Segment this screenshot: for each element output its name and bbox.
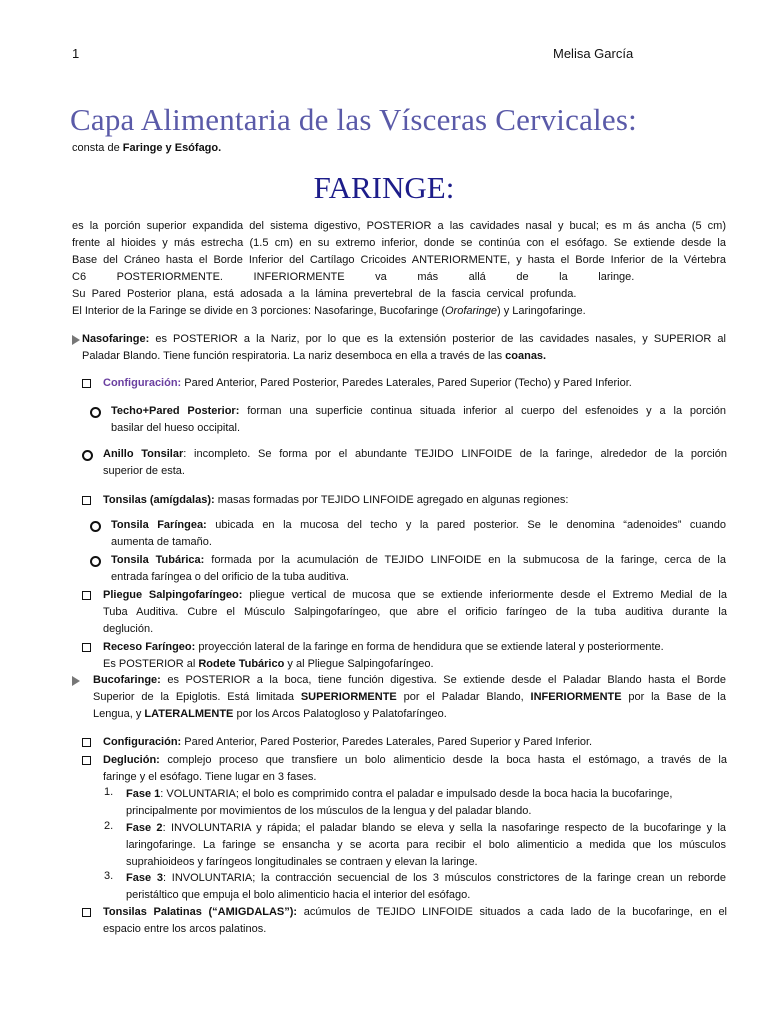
square-bullet-icon: [82, 738, 91, 747]
circle-bullet-icon: [90, 521, 101, 532]
square-bullet-icon: [82, 908, 91, 917]
fase-3-item: Fase 3: INVOLUNTARIA; la contracción secuencial de los 3 músculos constrictores de la faringe crean un reborde peristáltico que empuja el bolo alimenticio hacia el interior del esófago.: [126, 872, 726, 901]
tonsila-tubarica-item: Tonsila Tubárica: formada por la acumulación de TEJIDO LINFOIDE en la submucosa de la faringe, cerca de la entrada faríngea o del orificio de la tuba auditiva.: [111, 554, 726, 583]
deglucion-item: Deglución: complejo proceso que transfiere un bolo alimenticio desde la boca hasta el estómago, a través de la faringe y el esófago. Tiene lugar en 3 fases.: [103, 754, 727, 783]
circle-bullet-icon: [90, 407, 101, 418]
square-bullet-icon: [82, 591, 91, 600]
circle-bullet-icon: [82, 450, 93, 461]
author-name: Melisa García: [553, 46, 634, 61]
configuracion-item: Configuración: Pared Anterior, Pared Posterior, Paredes Laterales, Pared Superior (Techo) y Pared Inferior.: [103, 377, 632, 389]
square-bullet-icon: [82, 496, 91, 505]
square-bullet-icon: [82, 643, 91, 652]
triangle-bullet-icon: [72, 335, 80, 345]
nasofaringe-paragraph: Nasofaringe: es POSTERIOR a la Nariz, por lo que es la extensión posterior de las cavidades nasales, y SUPERIOR al Paladar Blando. Tiene función respiratoria. La nariz desemboca en ella a través de las coanas.: [82, 333, 726, 362]
circle-bullet-icon: [90, 556, 101, 567]
tonsilas-item: Tonsilas (amígdalas): masas formadas por TEJIDO LINFOIDE agregado en algunas regiones:: [103, 494, 569, 506]
list-number: 2.: [104, 820, 114, 832]
fase-1-item: Fase 1: VOLUNTARIA; el bolo es comprimido contra el paladar e impulsado desde la boca hacia la bucofaringe, principalmente por movimientos de los músculos de la lengua y del paladar blando.: [126, 788, 673, 817]
triangle-bullet-icon: [72, 676, 80, 686]
tonsilas-palatinas-item: Tonsilas Palatinas (“AMIGDALAS”): acúmulos de TEJIDO LINFOIDE situados a cada lado de la bucofaringe, en el espacio entre los arcos palatinos.: [103, 906, 727, 935]
receso-item: Receso Faríngeo: proyección lateral de la faringe en forma de hendidura que se extiende lateral y posteriormente. Es POSTERIOR al Rodete Tubárico y al Pliegue Salpingofaríngeo.: [103, 641, 664, 670]
square-bullet-icon: [82, 756, 91, 765]
bucofaringe-paragraph: Bucofaringe: es POSTERIOR a la boca, tiene función digestiva. Se extiende desde el Paladar Blando hasta el Borde Superior de la Epiglotis. Está limitada SUPERIORMENTE por el Paladar Blando, INFERIORMENTE por la Base de la Lengua, y LATERALMENTE por los Arcos Palatogloso y Palatofaríngeo.: [93, 674, 726, 720]
configuracion-2-item: Configuración: Pared Anterior, Pared Posterior, Paredes Laterales, Pared Superior y Pared Inferior.: [103, 736, 593, 748]
pliegue-item: Pliegue Salpingofaríngeo: pliegue vertical de mucosa que se extiende inferiormente desde el Extremo Medial de la Tuba Auditiva. Cubre el Músculo Salpingofaríngeo, que abre el orificio faríngeo de la tuba auditiva durante la deglución.: [103, 589, 727, 635]
techo-item: Techo+Pared Posterior: forman una superficie continua situada inferior al cuerpo del esfenoides y a la porción basilar del hueso occipital.: [111, 405, 726, 434]
square-bullet-icon: [82, 379, 91, 388]
section-heading: FARINGE:: [313, 170, 455, 205]
tonsila-faringea-item: Tonsila Faríngea: ubicada en la mucosa del techo y la pared posterior. Se le denomina “adenoides” cuando aumenta de tamaño.: [111, 519, 726, 548]
fase-2-item: Fase 2: INVOLUNTARIA y rápida; el paladar blando se eleva y sella la nasofaringe respecto de la bucofaringe y la laringofaringe. La faringe se ensancha y se acorta para recibir el bolo alimenticio a medida que los músculos suprahioideos y faríngeos longitudinales se contraen y elevan la laringe.: [126, 822, 727, 868]
list-number: 1.: [104, 786, 114, 798]
list-number: 3.: [104, 870, 114, 882]
subtitle: consta de Faringe y Esófago.: [72, 142, 222, 154]
anillo-item: Anillo Tonsilar: incompleto. Se forma por el abundante TEJIDO LINFOIDE de la faringe, alrededor de la porción superior de esta.: [103, 448, 727, 477]
document-title: Capa Alimentaria de las Vísceras Cervicales:: [70, 102, 637, 137]
page-number: 1: [72, 46, 80, 61]
intro-paragraph: es la porción superior expandida del sistema digestivo, POSTERIOR a las cavidades nasal y bucal; es m ás ancha (5 cm) frente al hioides y más estrecha (1.5 cm) en su extremo inferior, donde se continúa con el esófago. Se extiende desde la Base del Cráneo hasta el Borde Inferior del Cartílago Cricoides ANTERIORMENTE, y hasta el Borde Inferior de la Vértebra C6 POSTERIORMENTE. INFERIORMENTE va más allá de la laringe. Su Pared Posterior plana, está adosada a la lámina prevertebral de la fascia cervical profunda. El Interior de la Faringe se divide en 3 porciones: Nasofaringe, Bucofaringe (Orofaringe) y Laringofaringe.: [72, 220, 726, 317]
